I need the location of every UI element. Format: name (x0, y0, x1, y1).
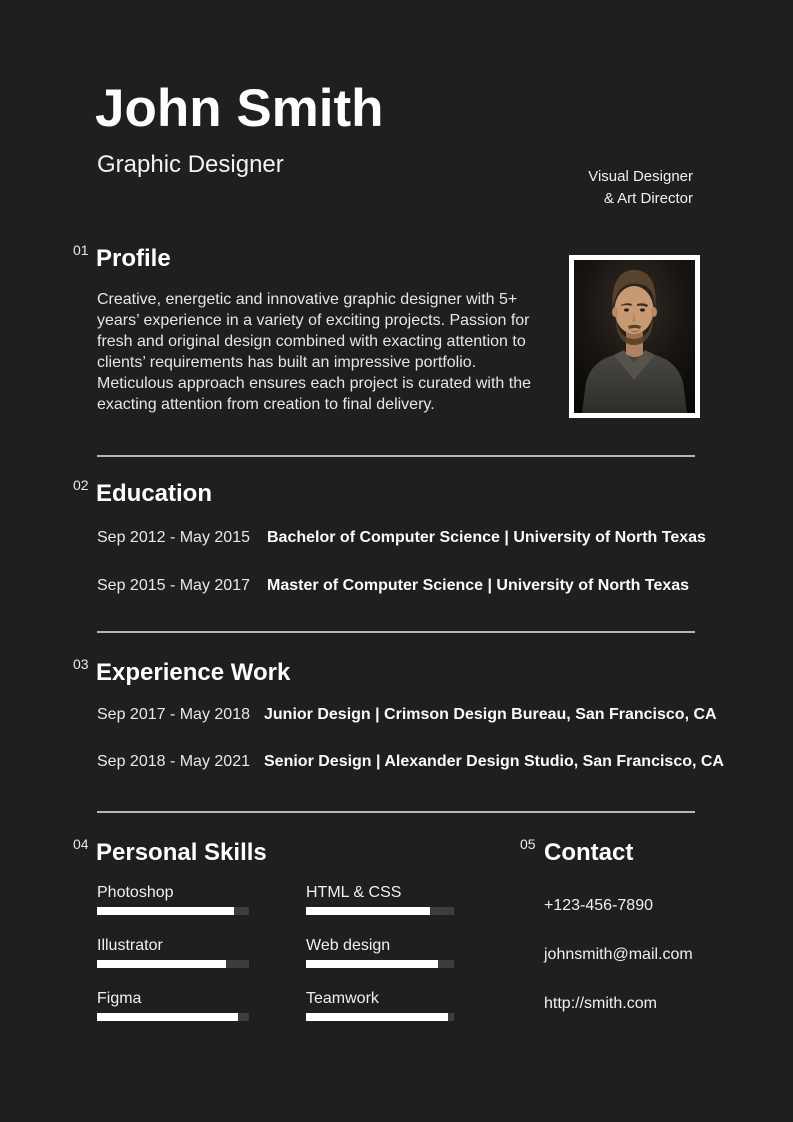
section-number-contact: 05 (520, 836, 536, 852)
divider (97, 631, 695, 633)
skill-label: Photoshop (97, 884, 174, 901)
skill-bar-fill (97, 907, 234, 915)
divider (97, 455, 695, 457)
skill-item (306, 990, 454, 1021)
education-row-dates: Sep 2012 - May 2015 (97, 529, 250, 546)
contact-list (544, 897, 693, 1044)
profile-text: Creative, energetic and innovative graphic designer with 5+ years’ experience in a variety of exciting projects. Passion for fresh and original design combined with exacting attention to clients’ requirements has built an impressive portfolio. Meticulous approach ensures each project is curated with the exacting attention from creation to final delivery. (97, 291, 532, 413)
skill-bar-fill (97, 1013, 238, 1021)
section-heading-skills: Personal Skills (96, 839, 267, 866)
contact-phone[interactable]: +123-456-7890 (544, 897, 653, 914)
section-heading-profile: Profile (96, 245, 171, 272)
person-job-title: Graphic Designer (97, 151, 284, 178)
education-row-dates: Sep 2015 - May 2017 (97, 577, 250, 594)
profile-photo (569, 255, 700, 418)
section-heading-contact: Contact (544, 839, 634, 866)
skill-label: HTML & CSS (306, 884, 402, 901)
skill-bar-track (306, 1013, 454, 1021)
section-number-skills: 04 (73, 836, 89, 852)
skill-bar-fill (306, 960, 438, 968)
divider (97, 811, 695, 813)
contact-email[interactable]: johnsmith@mail.com (544, 946, 693, 963)
section-heading-experience: Experience Work (96, 659, 291, 686)
section-number-profile: 01 (73, 242, 89, 258)
portrait-illustration (574, 260, 695, 413)
skill-bar-track (97, 1013, 249, 1021)
skills-column-left (97, 884, 249, 1043)
tagline (588, 166, 693, 209)
education-row-detail: Bachelor of Computer Science | University of North Texas (267, 529, 706, 546)
skill-item (306, 884, 454, 915)
section-number-education: 02 (73, 477, 89, 493)
experience-row-detail: Junior Design | Crimson Design Bureau, San Francisco, CA (264, 706, 717, 723)
section-heading-education: Education (96, 480, 213, 507)
skill-label: Teamwork (306, 990, 379, 1007)
skill-bar-fill (306, 1013, 448, 1021)
skill-item (97, 990, 249, 1021)
person-name: John Smith (95, 79, 384, 138)
skill-bar-track (97, 907, 249, 915)
tagline-line-1: Visual Designer (588, 168, 693, 185)
skill-label: Illustrator (97, 937, 163, 954)
skill-bar-track (306, 960, 454, 968)
skill-bar-fill (306, 907, 430, 915)
skill-item (97, 884, 249, 915)
skill-label: Figma (97, 990, 142, 1007)
skill-item (97, 937, 249, 968)
skill-bar-fill (97, 960, 226, 968)
skill-bar-track (97, 960, 249, 968)
experience-row-dates: Sep 2017 - May 2018 (97, 706, 250, 723)
skill-item (306, 937, 454, 968)
section-number-experience: 03 (73, 656, 89, 672)
skills-column-right (306, 884, 454, 1043)
skill-bar-track (306, 907, 454, 915)
experience-row-detail: Senior Design | Alexander Design Studio, San Francisco, CA (264, 753, 724, 770)
tagline-line-2: & Art Director (603, 189, 693, 207)
contact-website[interactable]: http://smith.com (544, 995, 657, 1012)
skill-label: Web design (306, 937, 391, 954)
education-row-detail: Master of Computer Science | University of North Texas (267, 577, 690, 594)
experience-row-dates: Sep 2018 - May 2021 (97, 753, 250, 770)
